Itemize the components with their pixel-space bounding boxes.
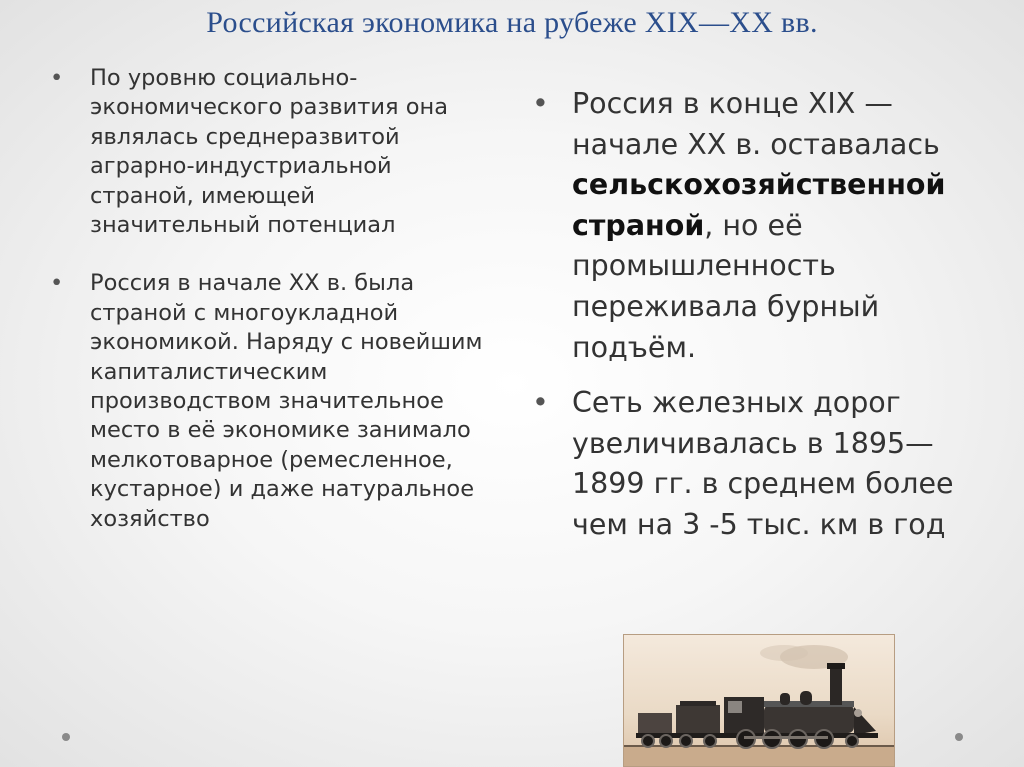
steam-locomotive-illustration [623,634,895,767]
right-bullet-list [532,84,1002,561]
next-slide-dot[interactable] [955,733,963,741]
slide-title: Российская экономика на рубеже XIX—XX вв. [206,6,818,39]
bullet-text-pre: Россия в конце XIX — начале XX в. оставалась [572,87,940,161]
bullet-item-agricultural-country [532,84,1002,368]
bullet-item-multistructure-economy [50,269,490,534]
bullet-text-post: , но её промышленность переживала бурный подъём. [572,208,880,364]
bullet-text: По уровню социально-экономического развития она являлась среднеразвитой аграрно-индустриальной страной, имеющей значительный потенциал [90,65,448,239]
bullet-text: Сеть железных дорог увеличивалась в 1895—1899 гг. в среднем более чем на 3 -5 тыс. км в год [572,386,954,541]
left-bullet-list [50,64,490,563]
locomotive-drawing [624,635,894,766]
bullet-item-railways [532,383,1002,545]
bullet-item-development-level [50,64,490,240]
bullet-text-bold: сельскохозяйственной страной [572,168,946,242]
bullet-text: Россия в начале XX в. была страной с многоукладной экономикой. Наряду с новейшим капиталистическим производством значительное место в её экономике занимало мелкотоварное (ремесленное, кустарное) и даже натуральное хозяйство [90,270,483,532]
prev-slide-dot[interactable] [62,733,70,741]
